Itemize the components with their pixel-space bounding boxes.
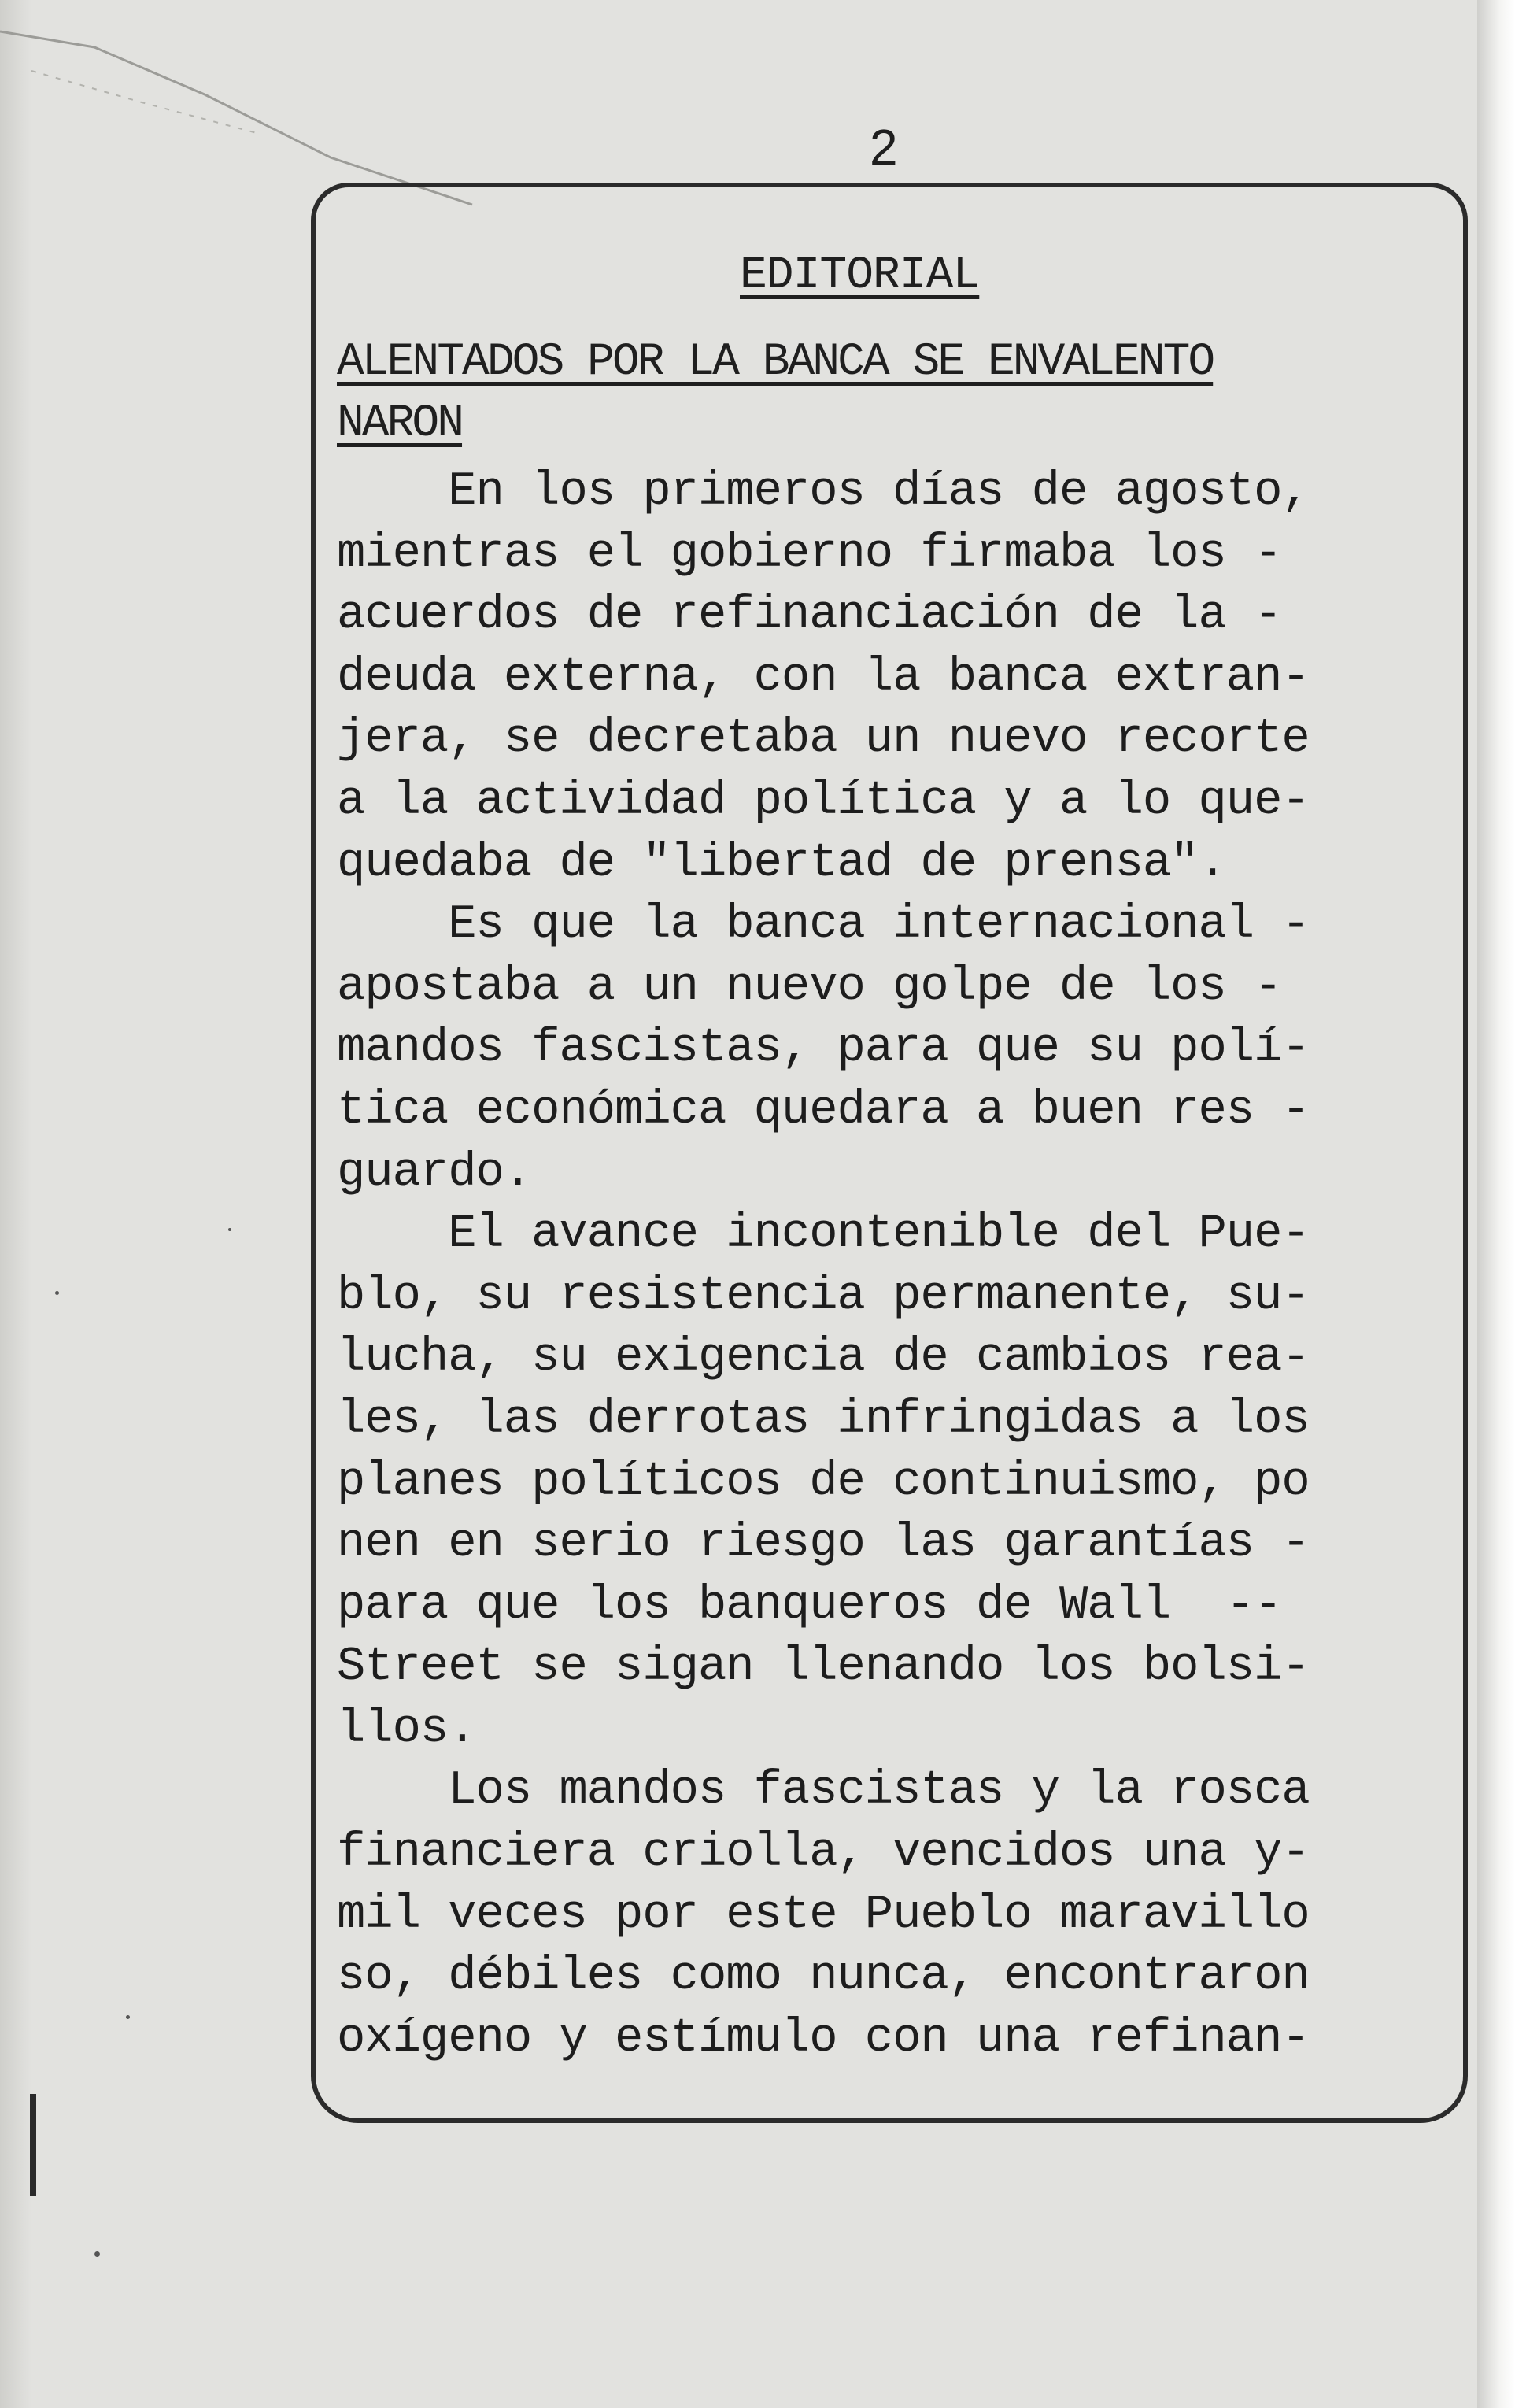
- body-line: mandos fascistas, para que su polí-: [337, 1022, 1310, 1076]
- body-line: mientras el gobierno firmaba los -: [337, 527, 1282, 581]
- body-line: financiera criolla, vencidos una y-: [337, 1826, 1310, 1881]
- speck: [55, 1291, 59, 1295]
- body-line: llos.: [337, 1702, 476, 1756]
- body-line: tica económica quedara a buen res -: [337, 1083, 1310, 1137]
- body-line: lucha, su exigencia de cambios rea-: [337, 1331, 1310, 1385]
- body-line: para que los banqueros de Wall --: [337, 1578, 1282, 1633]
- page-number: 2: [870, 119, 898, 176]
- title-line: NARON: [337, 398, 463, 449]
- title-line: ALENTADOS POR LA BANCA SE ENVALENTO: [337, 337, 1214, 388]
- body-line: mil veces por este Pueblo maravillo: [337, 1888, 1310, 1942]
- body-line: Es que la banca internacional -: [337, 898, 1310, 952]
- body-line: acuerdos de refinanciación de la -: [337, 589, 1282, 643]
- page-left-shadow: [0, 0, 31, 2408]
- body-line: Los mandos fascistas y la rosca: [337, 1764, 1310, 1818]
- body-line: quedaba de "libertad de prensa".: [337, 836, 1226, 890]
- section-heading: EDITORIAL: [740, 250, 980, 301]
- editorial-body: [337, 461, 1454, 2070]
- page-right-edge: [1477, 0, 1515, 2408]
- margin-ink-mark: [30, 2094, 36, 2196]
- body-line: planes políticos de continuismo, po: [337, 1455, 1310, 1509]
- body-line: so, débiles como nunca, encontraron: [337, 1950, 1310, 2004]
- body-line: jera, se decretaba un nuevo recorte: [337, 712, 1310, 767]
- body-line: les, las derrotas infringidas a los: [337, 1393, 1310, 1447]
- body-line: nen en serio riesgo las garantías -: [337, 1517, 1310, 1571]
- body-line: guardo.: [337, 1145, 532, 1200]
- body-line: a la actividad política y a lo que-: [337, 774, 1310, 828]
- speck: [126, 2015, 130, 2019]
- body-line: En los primeros días de agosto,: [337, 465, 1310, 519]
- body-line: El avance incontenible del Pue-: [337, 1208, 1310, 1262]
- body-line: Street se sigan llenando los bolsi-: [337, 1640, 1310, 1695]
- speck: [228, 1228, 231, 1231]
- body-line: blo, su resistencia permanente, su-: [337, 1269, 1310, 1323]
- body-line: deuda externa, con la banca extran-: [337, 650, 1310, 705]
- speck: [94, 2251, 100, 2257]
- body-line: apostaba a un nuevo golpe de los -: [337, 960, 1282, 1014]
- body-line: oxígeno y estímulo con una refinan-: [337, 2011, 1310, 2066]
